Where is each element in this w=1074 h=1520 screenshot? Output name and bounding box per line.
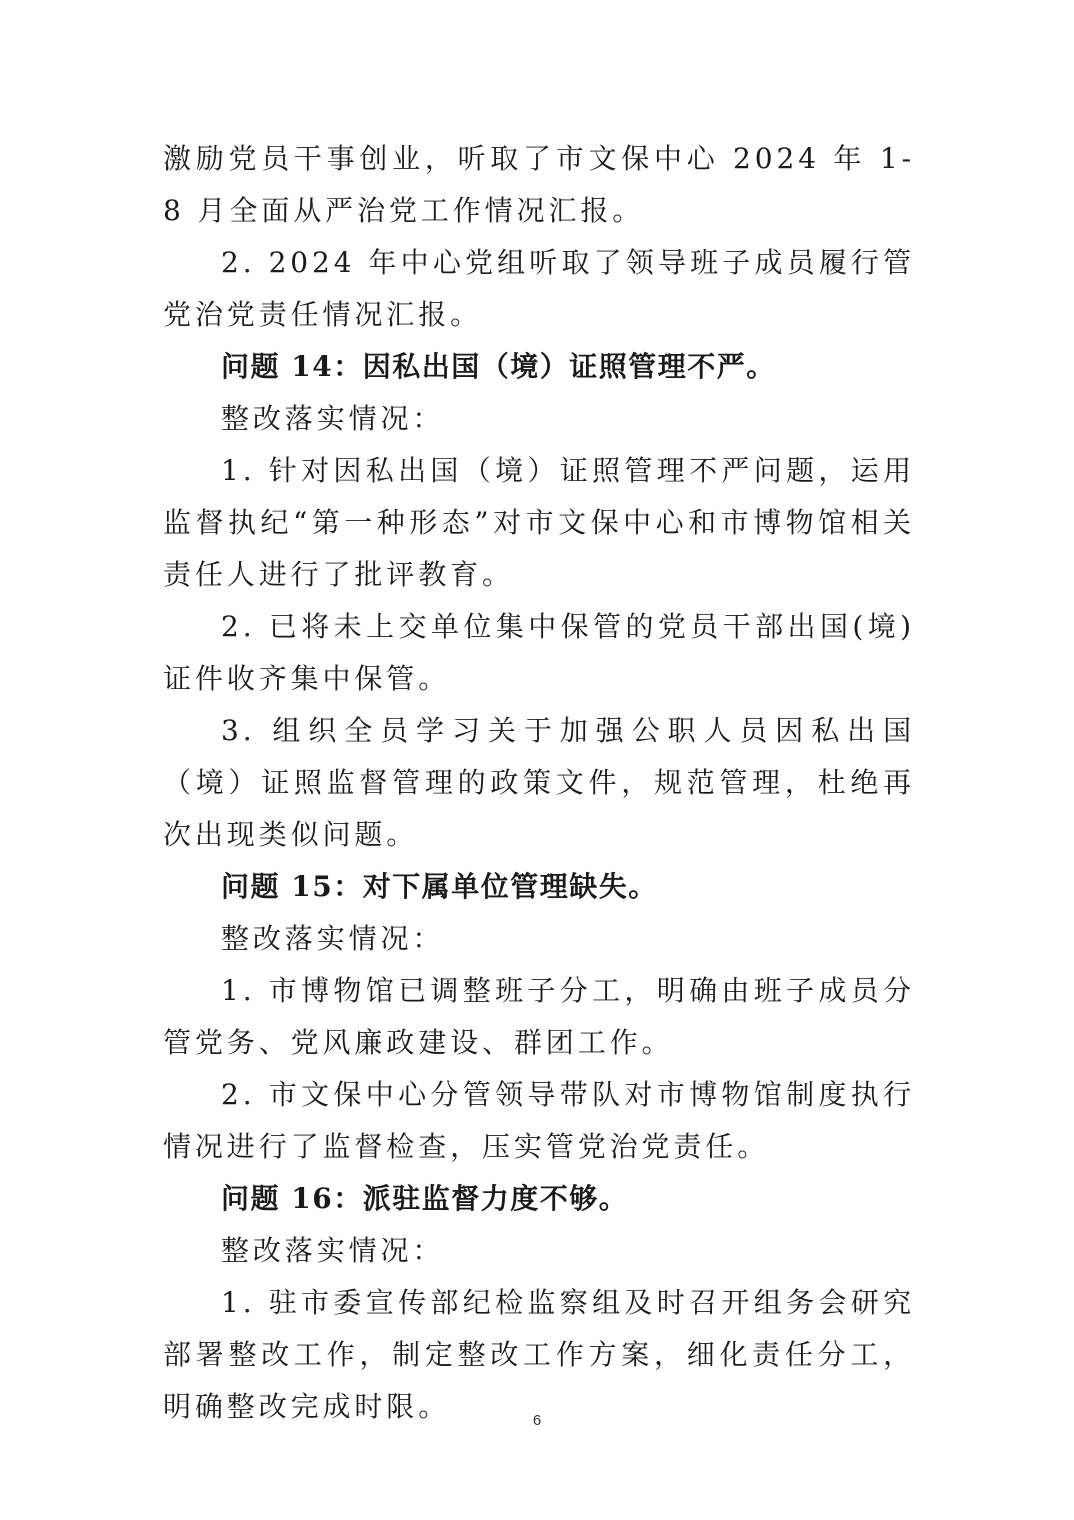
paragraph-item: 3. 组织全员学习关于加强公职人员因私出国（境）证照监督管理的政策文件，规范管理，杜绝再次出现类似问题。 xyxy=(163,714,915,851)
paragraph-item: 1. 驻市委宣传部纪检监察组及时召开组务会研究部署整改工作，制定整改工作方案，细化责任分工，明确整改完成时限。 xyxy=(163,1286,915,1423)
document-body xyxy=(163,133,915,1433)
paragraph-continuation: 激励党员干事创业，听取了市文保中心 2024 年 1-8 月全面从严治党工作情况汇报。 xyxy=(163,142,915,227)
page-number: 6 xyxy=(532,1412,542,1429)
rectification-label: 整改落实情况： xyxy=(221,1234,445,1267)
issue-heading-16: 问题 16：派驻监督力度不够。 xyxy=(221,1182,629,1215)
paragraph-item: 1. 市博物馆已调整班子分工，明确由班子成员分管党务、党风廉政建设、群团工作。 xyxy=(163,974,915,1059)
rectification-label: 整改落实情况： xyxy=(221,922,445,955)
issue-heading-15: 问题 15：对下属单位管理缺失。 xyxy=(221,870,658,903)
rectification-label: 整改落实情况： xyxy=(221,402,445,435)
paragraph-item: 2. 市文保中心分管领导带队对市博物馆制度执行情况进行了监督检查，压实管党治党责任。 xyxy=(163,1078,915,1163)
paragraph-item: 2. 2024 年中心党组听取了领导班子成员履行管党治党责任情况汇报。 xyxy=(163,246,915,331)
paragraph-item: 1. 针对因私出国（境）证照管理不严问题，运用监督执纪“第一种形态”对市文保中心和市博物馆相关责任人进行了批评教育。 xyxy=(163,454,915,591)
issue-heading-14: 问题 14：因私出国（境）证照管理不严。 xyxy=(221,350,776,383)
paragraph-item: 2. 已将未上交单位集中保管的党员干部出国(境)证件收齐集中保管。 xyxy=(163,610,915,695)
